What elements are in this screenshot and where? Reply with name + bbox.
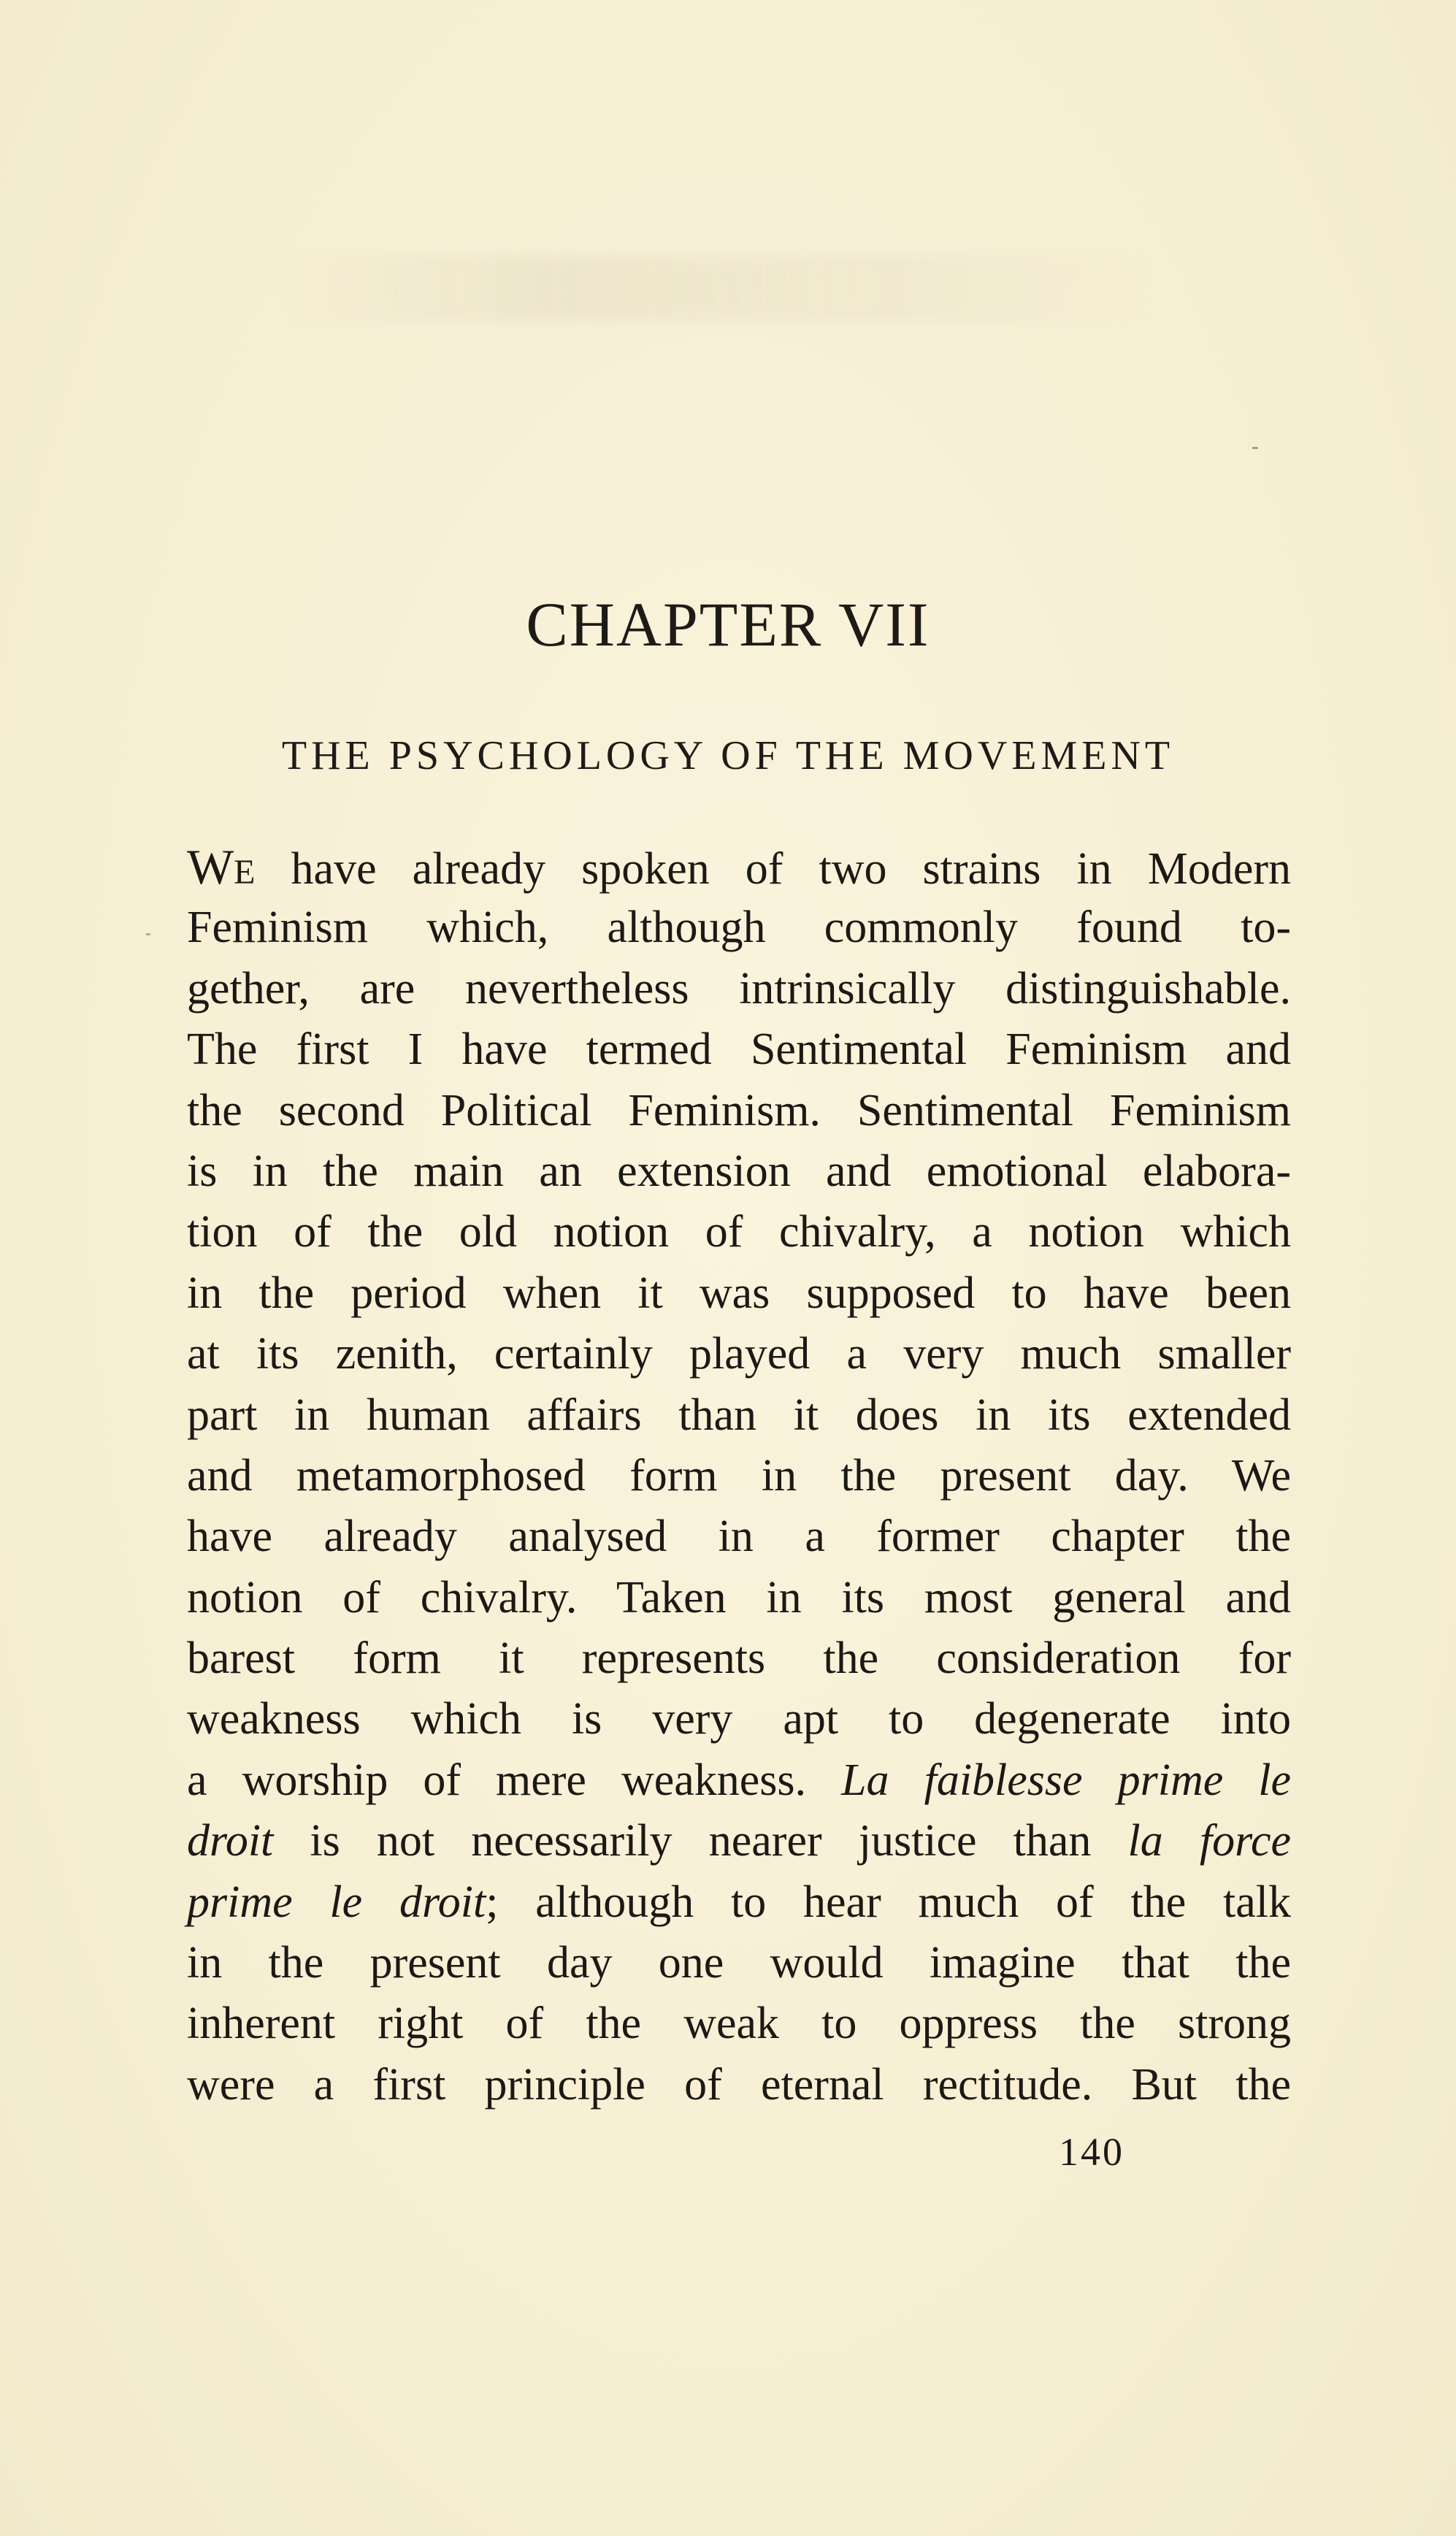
show-through-shadow bbox=[277, 256, 1154, 321]
text-run: is not necessarily nearer justice than bbox=[273, 1816, 1128, 1866]
text-line: and metamorphosed form in the present day. We bbox=[187, 1450, 1291, 1501]
text-line: Feminism which, although commonly found to- bbox=[187, 903, 1291, 953]
text-line: in the period when it was supposed to have been bbox=[187, 1268, 1291, 1318]
text-line: part in human affairs than it does in its extended bbox=[187, 1390, 1291, 1440]
text-line: is in the main an extension and emotional elabora- bbox=[187, 1146, 1291, 1196]
italic-phrase: droit bbox=[187, 1816, 274, 1866]
text-line: the second Political Feminism. Sentimental Feminism bbox=[187, 1085, 1291, 1135]
opening-word: We bbox=[187, 839, 256, 895]
italic-phrase: prime le droit bbox=[187, 1877, 486, 1927]
text-line: were a first principle of eternal rectitude. But the bbox=[187, 2059, 1291, 2110]
text-line: barest form it represents the consideration for bbox=[187, 1633, 1291, 1684]
text-line: The first I have termed Sentimental Feminism and bbox=[187, 1024, 1291, 1075]
chapter-subtitle: THE PSYCHOLOGY OF THE MOVEMENT bbox=[281, 733, 1175, 778]
text-line bbox=[187, 837, 1291, 897]
text-line: notion of chivalry. Taken in its most general and bbox=[187, 1572, 1291, 1623]
margin-mark bbox=[146, 933, 150, 935]
text-run: a worship of mere weakness. bbox=[187, 1755, 842, 1805]
text-line: tion of the old notion of chivalry, a notion which bbox=[187, 1207, 1291, 1257]
text-run: have already spoken of two strains in Modern bbox=[255, 844, 1291, 894]
page-number: 140 bbox=[1059, 2130, 1124, 2174]
italic-phrase: la force bbox=[1127, 1816, 1291, 1866]
paper-speck bbox=[1252, 447, 1258, 449]
text-line bbox=[187, 1811, 1291, 1872]
text-run: ; although to hear much of the talk bbox=[486, 1877, 1291, 1927]
body-paragraph bbox=[187, 837, 1291, 2115]
text-line: gether, are nevertheless intrinsically distinguishable. bbox=[187, 963, 1291, 1014]
text-line: have already analysed in a former chapter the bbox=[187, 1512, 1291, 1562]
text-line bbox=[187, 1872, 1291, 1933]
chapter-title: CHAPTER VII bbox=[526, 589, 930, 659]
text-line: at its zenith, certainly played a very much smaller bbox=[187, 1329, 1291, 1379]
text-line: inherent right of the weak to oppress the strong bbox=[187, 1999, 1291, 2049]
text-line: in the present day one would imagine that the bbox=[187, 1938, 1291, 1988]
text-line bbox=[187, 1750, 1291, 1811]
italic-phrase: La faiblesse prime le bbox=[841, 1755, 1292, 1805]
text-line: weakness which is very apt to degenerate into bbox=[187, 1694, 1291, 1744]
